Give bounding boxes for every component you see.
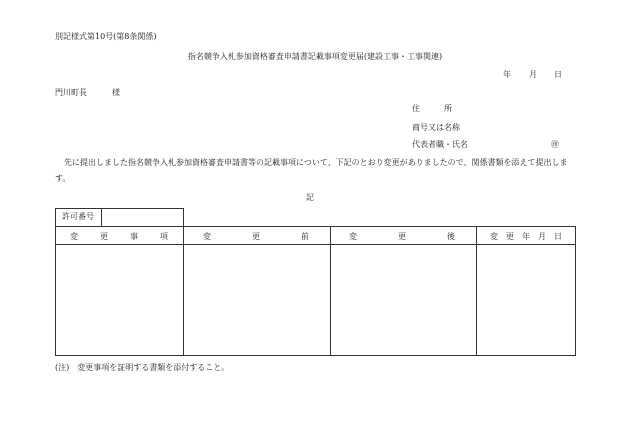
header-char: 変 [349, 232, 357, 241]
header-char: 年 [522, 232, 530, 241]
addressee-name: 門川町長 [55, 88, 87, 97]
permit-divider [101, 208, 102, 227]
cell-after-change[interactable] [333, 245, 474, 355]
header-after-change [349, 230, 455, 244]
addressee-honorific: 様 [112, 88, 120, 97]
cell-before-change[interactable] [186, 245, 328, 355]
header-char: 更 [100, 232, 108, 241]
representative-label: 代表者職・氏名 [412, 140, 468, 149]
header-char: 変 [490, 232, 498, 241]
cell-change-date[interactable] [479, 245, 574, 355]
column-divider-1 [183, 226, 184, 356]
date-day-label: 日 [554, 70, 562, 79]
header-char: 更 [398, 232, 406, 241]
address-label: 住 所 [412, 104, 452, 113]
header-char: 前 [301, 232, 309, 241]
body-paragraph: 先に提出しました指名競争入札参加資格審査申請書等の記載事項について、下記のとおり変更がありましたので、関係書類を添えて提出します。 [55, 158, 568, 183]
date-month-label: 月 [529, 70, 537, 79]
header-char: 更 [252, 232, 260, 241]
header-char: 事 [130, 232, 138, 241]
document-title: 指名競争入札参加資格審査申請書記載事項変更届(建設工事・工事関連) [187, 52, 443, 61]
header-change-item [70, 230, 168, 244]
column-divider-3 [476, 226, 477, 356]
header-char: 後 [447, 232, 455, 241]
header-before-change [203, 230, 309, 244]
header-char: 変 [70, 232, 78, 241]
header-char: 日 [554, 232, 562, 241]
date-year-label: 年 [503, 70, 511, 79]
header-change-date [490, 230, 562, 244]
header-char: 月 [538, 232, 546, 241]
trade-name-label: 商号又は名称 [412, 123, 460, 132]
footnote: (注) 変更事項を証明する書類を添付すること。 [55, 363, 230, 372]
header-char: 変 [203, 232, 211, 241]
form-number: 別記様式第10号(第8条関係) [55, 32, 157, 41]
seal-mark: ㊞ [551, 140, 559, 149]
cell-change-item[interactable] [57, 245, 181, 355]
permit-number-label: 許可番号 [62, 212, 94, 221]
ki-mark: 記 [306, 193, 314, 202]
header-char: 更 [506, 232, 514, 241]
header-char: 項 [160, 232, 168, 241]
column-divider-2 [330, 226, 331, 356]
